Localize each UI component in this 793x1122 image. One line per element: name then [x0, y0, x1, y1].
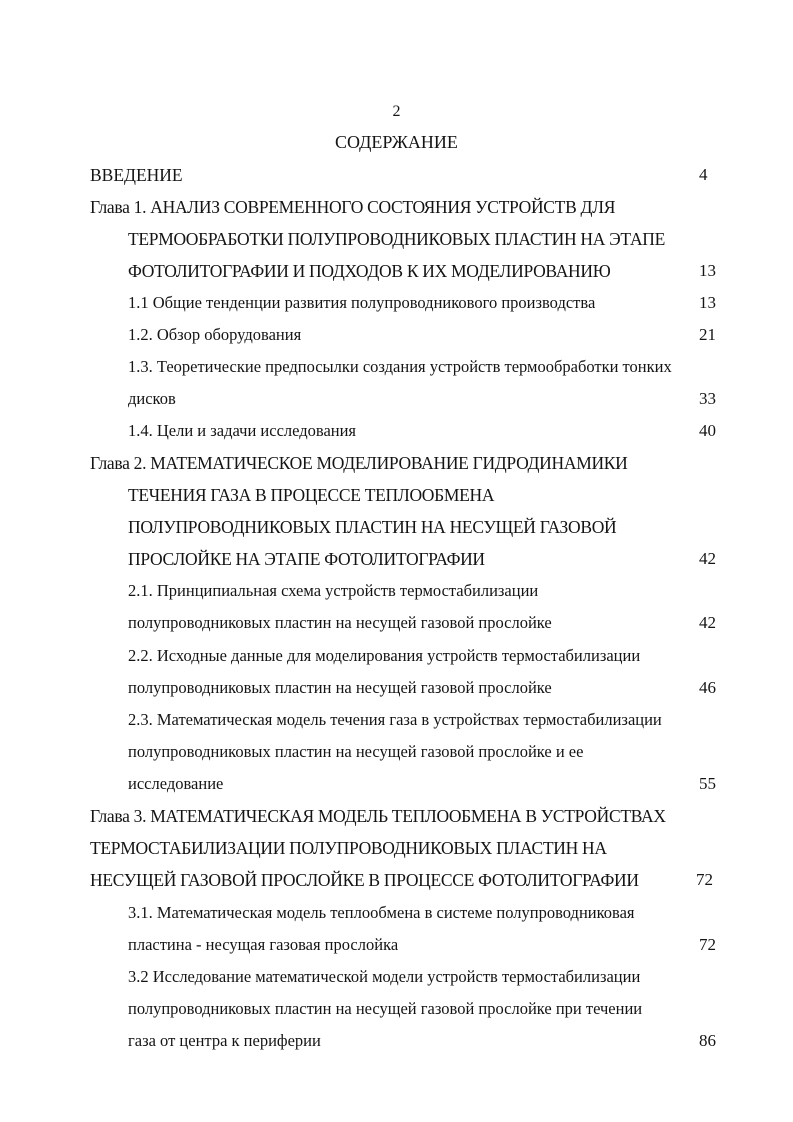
- chapter-3-title-line-2: ТЕРМОСТАБИЛИЗАЦИИ ПОЛУПРОВОДНИКОВЫХ ПЛАСТИН НА: [90, 838, 607, 858]
- toc-intro-label: ВВЕДЕНИЕ: [90, 165, 183, 185]
- page-title: СОДЕРЖАНИЕ: [335, 132, 458, 152]
- section-1-4-title: 1.4. Цели и задачи исследования: [128, 421, 357, 440]
- chapter-1-title-line-2: ТЕРМООБРАБОТКИ ПОЛУПРОВОДНИКОВЫХ ПЛАСТИН НА ЭТАПЕ: [128, 229, 666, 249]
- section-1-3-title-line-1: 1.3. Теоретические предпосылки создания устройств термообработки тонких: [128, 357, 672, 376]
- chapter-2-title-line-2: ТЕЧЕНИЯ ГАЗА В ПРОЦЕССЕ ТЕПЛООБМЕНА: [128, 485, 495, 505]
- chapter-2-title-line-3: ПОЛУПРОВОДНИКОВЫХ ПЛАСТИН НА НЕСУЩЕЙ ГАЗОВОЙ: [128, 517, 617, 537]
- section-2-1-page: 42: [699, 613, 716, 632]
- chapter-3-title-line-1: Глава 3. МАТЕМАТИЧЕСКАЯ МОДЕЛЬ ТЕПЛООБМЕНА В УСТРОЙСТВАХ: [90, 806, 666, 826]
- section-3-1-page: 72: [699, 935, 716, 954]
- section-1-1-page: 13: [699, 293, 716, 312]
- chapter-3-page: 72: [696, 870, 713, 889]
- section-2-1-title-line-2: полупроводниковых пластин на несущей газовой прослойке: [128, 613, 552, 632]
- chapter-1-title-line-3: ФОТОЛИТОГРАФИИ И ПОДХОДОВ К ИХ МОДЕЛИРОВАНИЮ: [128, 261, 611, 281]
- chapter-2-page: 42: [699, 549, 716, 568]
- section-2-3-title-line-2: полупроводниковых пластин на несущей газовой прослойке и ее: [128, 742, 584, 761]
- section-2-3-title-line-3: исследование: [128, 774, 224, 793]
- toc-intro-page: 4: [699, 165, 708, 184]
- section-3-2-title-line-2: полупроводниковых пластин на несущей газовой прослойке при течении: [128, 999, 643, 1018]
- section-2-1-title-line-1: 2.1. Принципиальная схема устройств термостабилизации: [128, 581, 539, 600]
- page-number: 2: [392, 103, 401, 120]
- chapter-2-title-line-1: Глава 2. МАТЕМАТИЧЕСКОЕ МОДЕЛИРОВАНИЕ ГИДРОДИНАМИКИ: [90, 453, 628, 473]
- section-1-2-title: 1.2. Обзор оборудования: [128, 325, 302, 344]
- section-2-2-title-line-2: полупроводниковых пластин на несущей газовой прослойке: [128, 678, 552, 697]
- chapter-2-title-line-4: ПРОСЛОЙКЕ НА ЭТАПЕ ФОТОЛИТОГРАФИИ: [128, 549, 485, 569]
- section-1-2-page: 21: [699, 325, 716, 344]
- section-1-3-page: 33: [699, 389, 716, 408]
- section-3-1-title-line-1: 3.1. Математическая модель теплообмена в системе полупроводниковая: [128, 903, 635, 922]
- chapter-1-page: 13: [699, 261, 716, 280]
- section-2-3-title-line-1: 2.3. Математическая модель течения газа в устройствах термостабилизации: [128, 710, 662, 729]
- section-3-2-title-line-3: газа от центра к периферии: [128, 1031, 321, 1050]
- section-2-2-page: 46: [699, 678, 716, 697]
- section-2-3-page: 55: [699, 774, 716, 793]
- section-1-1-title: 1.1 Общие тенденции развития полупроводникового производства: [128, 293, 596, 312]
- section-1-3-title-line-2: дисков: [128, 389, 176, 408]
- section-3-2-title-line-1: 3.2 Исследование математической модели устройств термостабилизации: [128, 967, 641, 986]
- chapter-1-title-line-1: Глава 1. АНАЛИЗ СОВРЕМЕННОГО СОСТОЯНИЯ УСТРОЙСТВ ДЛЯ: [90, 197, 616, 217]
- section-2-2-title-line-1: 2.2. Исходные данные для моделирования устройств термостабилизации: [128, 646, 641, 665]
- chapter-3-title-line-3: НЕСУЩЕЙ ГАЗОВОЙ ПРОСЛОЙКЕ В ПРОЦЕССЕ ФОТОЛИТОГРАФИИ: [90, 870, 639, 890]
- section-1-4-page: 40: [699, 421, 716, 440]
- section-3-2-page: 86: [699, 1031, 716, 1050]
- section-3-1-title-line-2: пластина - несущая газовая прослойка: [128, 935, 399, 954]
